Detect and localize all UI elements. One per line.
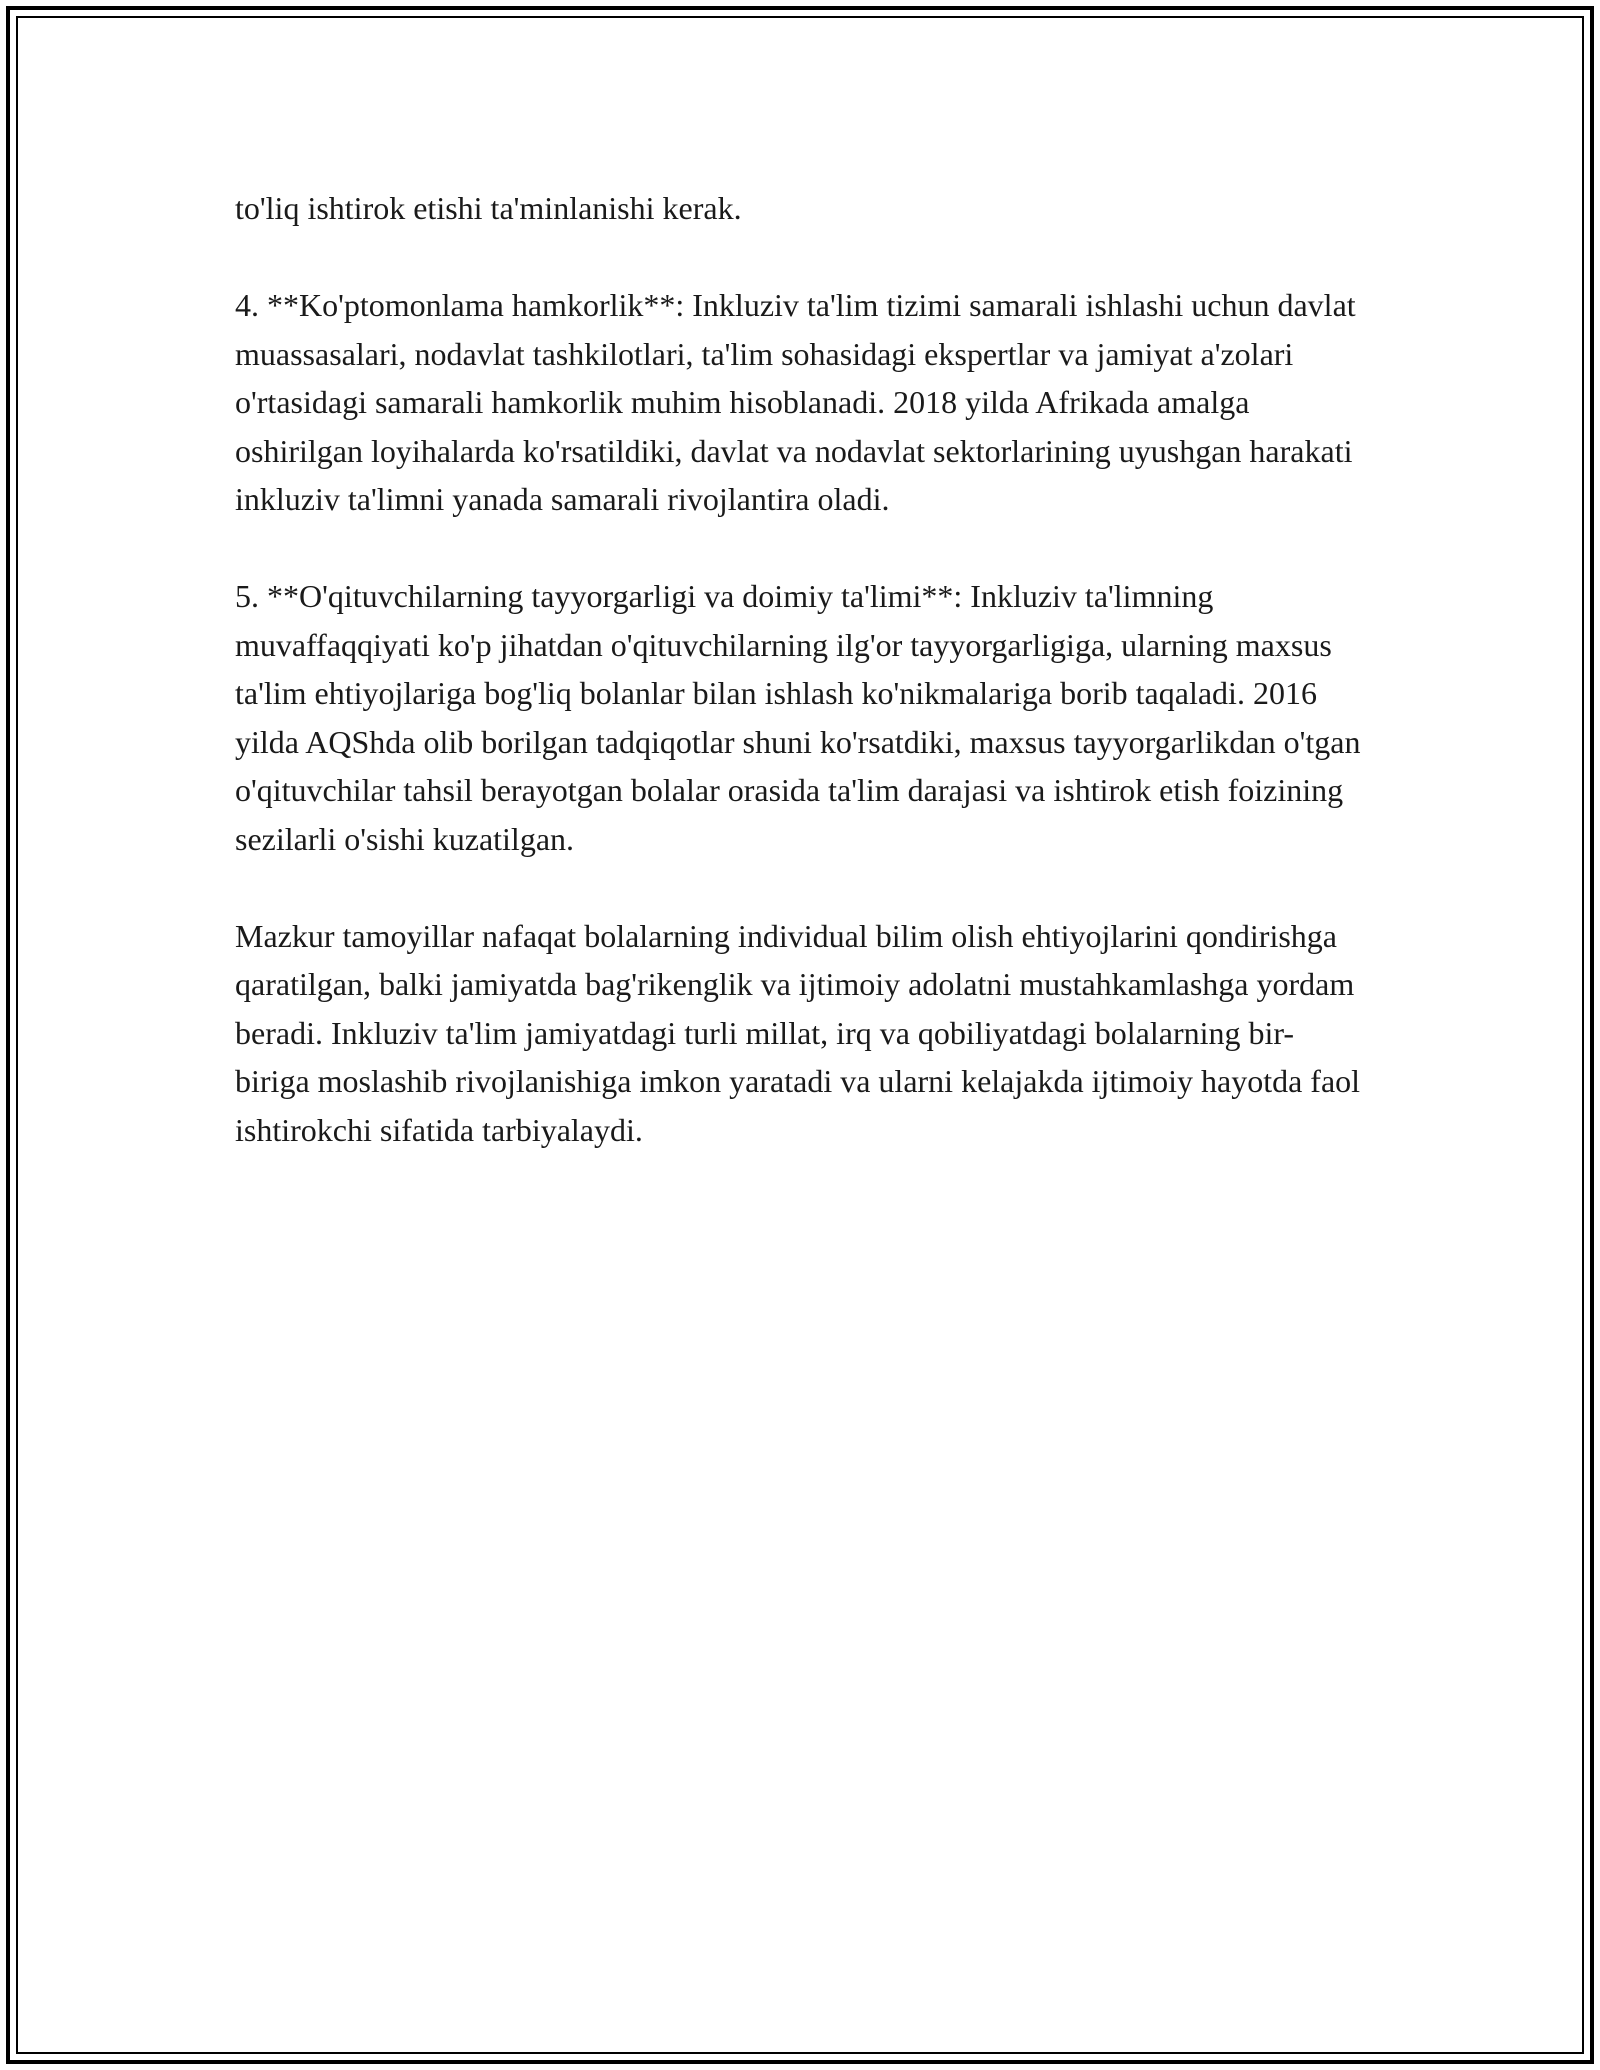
paragraph-teacher-training: 5. **O'qituvchilarning tayyorgarligi va doimiy ta'limi**: Inkluziv ta'limning muvaffaqqiyati ko'p jihatdan o'qituvchilarning ilg'or tayyorgarligiga, ularning maxsus ta'lim ehtiyojlariga bog'liq bolanlar bilan ishlash ko'nikmalariga borib taqaladi. 2016 yilda AQShda olib borilgan tadqiqotlar shuni ko'rsatdiki, maxsus tayyorgarlikdan o'tgan o'qituvchilar tahsil berayotgan bolalar orasida ta'lim darajasi va ishtirok etish foizining sezilarli o'sishi kuzatilgan.	[235, 578, 1361, 857]
paragraph-conclusion: Mazkur tamoyillar nafaqat bolalarning individual bilim olish ehtiyojlarini qondirishga qaratilgan, balki jamiyatda bag'rikenglik va ijtimoiy adolatni mustahkamlashga yordam beradi. Inkluziv ta'lim jamiyatdagi turli millat, irq va qobiliyatdagi bolalarning bir-biriga moslashib rivojlanishiga imkon yaratadi va ularni kelajakda ijtimoiy hayotda faol ishtirokchi sifatida tarbiyalaydi.	[235, 917, 1361, 1148]
paragraph-collaboration: 4. **Ko'ptomonlama hamkorlik**: Inkluziv ta'lim tizimi samarali ishlashi uchun davlat muassasalari, nodavlat tashkilotlari, ta'lim sohasidagi ekspertlar va jamiyat a'zolari o'rtasidagi samarali hamkorlik muhim hisoblanadi. 2018 yilda Afrikada amalga oshirilgan loyihalarda ko'rsatildiki, davlat va nodavlat sektorlarining uyushgan harakati inkluziv ta'limni yanada samarali rivojlantira oladi.	[235, 287, 1356, 517]
paragraph-continuation: to'liq ishtirok etishi ta'minlanishi kerak.	[235, 190, 742, 226]
document-body	[235, 184, 1365, 1154]
